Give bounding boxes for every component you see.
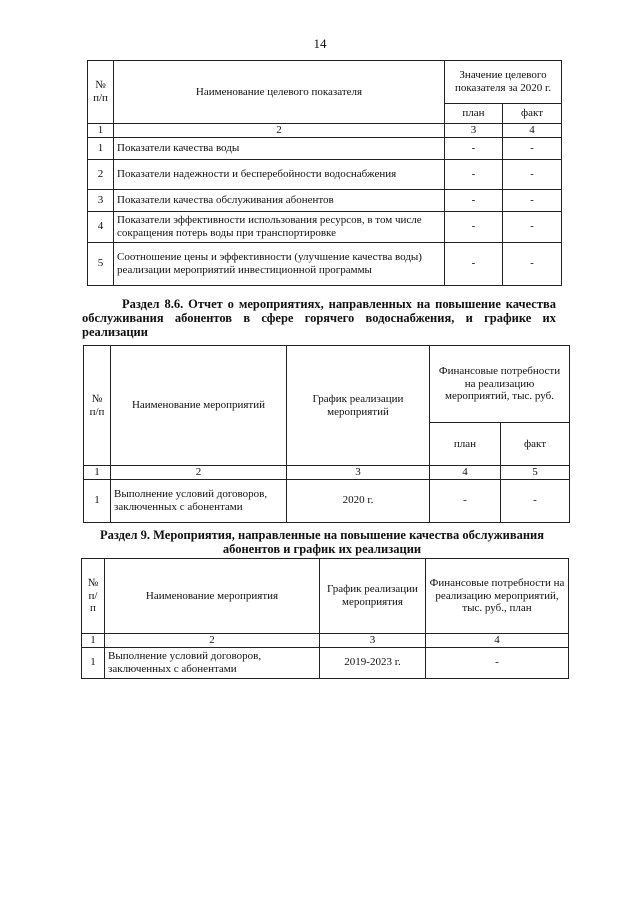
plan-header: план (445, 104, 503, 124)
column-number: 1 (84, 466, 111, 480)
fact-value: - (503, 211, 562, 242)
column-number-row (88, 124, 562, 138)
fact-value: - (503, 159, 562, 189)
table-row (88, 137, 562, 159)
measure-name-header: Наименование мероприятий (111, 346, 287, 466)
column-number: 3 (287, 466, 430, 480)
column-number: 4 (430, 466, 501, 480)
measure-name-header: Наименование мероприятия (105, 559, 320, 634)
row-number: 5 (88, 242, 114, 285)
column-number: 2 (114, 124, 445, 138)
column-number: 5 (501, 466, 570, 480)
fact-header: факт (503, 104, 562, 124)
fact-value: - (503, 137, 562, 159)
section-9-heading (96, 528, 548, 556)
plan-value: - (426, 647, 569, 678)
indicator-name: Соотношение цены и эффективности (улучшение качества воды) реализации мероприятий инвестиционной программы (114, 242, 445, 285)
schedule-header: График реализации мероприятий (287, 346, 430, 466)
plan-value: - (445, 242, 503, 285)
row-number: 1 (84, 479, 111, 522)
indicator-name-header: Наименование целевого показателя (114, 61, 445, 124)
page-number: 14 (313, 36, 327, 51)
finance-header: Финансовые потребности на реализацию мероприятий, тыс. руб., план (426, 559, 569, 634)
num-header: № п/п (84, 346, 111, 466)
table-row (84, 479, 570, 522)
section-8-6-heading (82, 297, 556, 339)
row-number: 2 (88, 159, 114, 189)
column-number: 2 (111, 466, 287, 480)
plan-value: - (445, 159, 503, 189)
row-number: 3 (88, 189, 114, 211)
schedule-header: График реализации мероприятия (320, 559, 426, 634)
finance-header: Финансовые потребности на реализацию мероприятий, тыс. руб. (430, 346, 570, 423)
measure-name: Выполнение условий договоров, заключенных с абонентами (105, 647, 320, 678)
indicator-name: Показатели качества обслуживания абонентов (114, 189, 445, 211)
row-number: 1 (88, 137, 114, 159)
section-8-6-title: Раздел 8.6. Отчет о мероприятиях, направленных на повышение качества обслуживания абонентов в сфере горячего водоснабжения, и графике их реализации (82, 297, 556, 339)
table-row (88, 211, 562, 242)
table-row (88, 159, 562, 189)
indicator-name: Показатели эффективности использования ресурсов, в том числе сокращения потерь воды при транспортировке (114, 211, 445, 242)
indicator-name: Показатели надежности и бесперебойности водоснабжения (114, 159, 445, 189)
column-number: 4 (426, 634, 569, 648)
column-number: 4 (503, 124, 562, 138)
plan-value: - (445, 189, 503, 211)
target-value-header: Значение целевого показателя за 2020 г. (445, 61, 562, 104)
fact-value: - (501, 479, 570, 522)
column-number: 3 (445, 124, 503, 138)
table-row (88, 242, 562, 285)
indicator-name: Показатели качества воды (114, 137, 445, 159)
fact-value: - (503, 242, 562, 285)
num-header: № п/п (88, 61, 114, 124)
plan-value: - (445, 137, 503, 159)
num-header: № п/ п (82, 559, 105, 634)
hot-water-measures-table (83, 345, 570, 523)
measure-name: Выполнение условий договоров, заключенных с абонентами (111, 479, 287, 522)
row-number: 1 (82, 647, 105, 678)
column-number: 1 (82, 634, 105, 648)
fact-value: - (503, 189, 562, 211)
table-row (82, 647, 569, 678)
column-number: 2 (105, 634, 320, 648)
schedule-value: 2019-2023 г. (320, 647, 426, 678)
fact-header: факт (501, 423, 570, 466)
section-9-title: Раздел 9. Мероприятия, направленные на повышение качества обслуживания абонентов и график их реализации (99, 528, 545, 556)
table-row (88, 189, 562, 211)
target-indicators-table (87, 60, 562, 286)
schedule-value: 2020 г. (287, 479, 430, 522)
column-number-row (84, 466, 570, 480)
plan-value: - (430, 479, 501, 522)
plan-value: - (445, 211, 503, 242)
column-number: 1 (88, 124, 114, 138)
column-number: 3 (320, 634, 426, 648)
row-number: 4 (88, 211, 114, 242)
plan-header: план (430, 423, 501, 466)
service-quality-measures-table (81, 558, 569, 679)
column-number-row (82, 634, 569, 648)
